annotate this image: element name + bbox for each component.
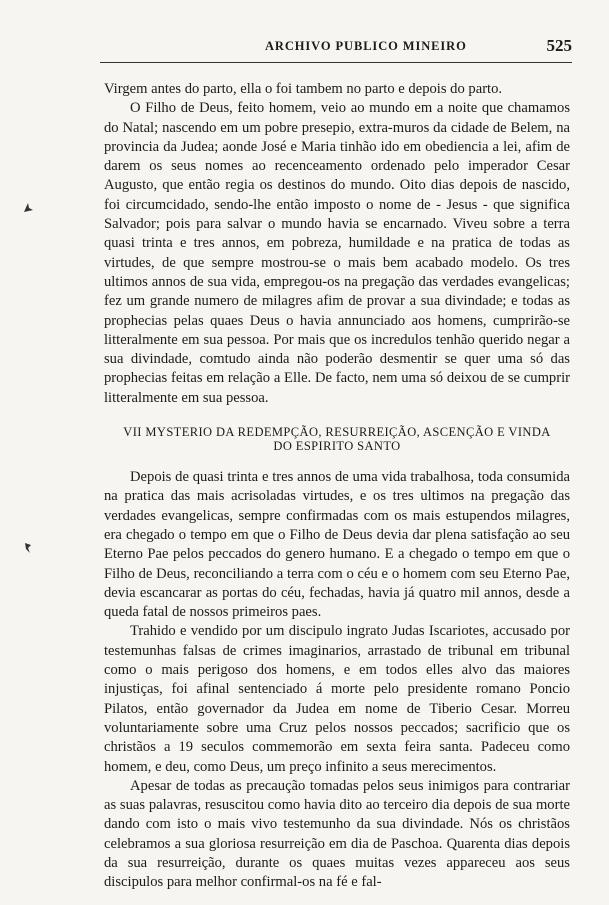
- paragraph: Trahido e vendido por um discipulo ingrato Judas Iscariotes, accusado por testemunhas falsas de crimes imaginarios, arrastado de tribunal em tribunal como o mais perigoso dos homens, e em todos elles alvo das maiores injustiças, foi afinal sentenciado á morte pelo presidente romano Poncio Pilatos, então governador da Judea em nome de Tiberio Cesar. Morreu voluntariamente sobre uma Cruz pelos nossos peccados; sacrificio que os christãos a 19 seculos commemorão em sexta feira santa. Padeceu como homem, e deu, como Deus, um preço infinito a seus merecimentos.: [104, 623, 570, 775]
- running-head: [100, 36, 572, 58]
- paragraph: O Filho de Deus, feito homem, veio ao mundo em a noite que chamamos do Natal; nascendo em um pobre presepio, extra-muros da cidade de Belem, na provincia da Judea; aonde José e Maria tinhão ido em obediencia a lei, afim de darem os seus nomes ao recenceamento ordenado pelo imperador Cesar Augusto, que então regia os destinos do mundo. Oito dias depois de nascido, foi circumcidado, sendo-lhe então imposto o nome de - Jesus - que significa Salvador; pois para salvar o mundo havia se encarnado. Viveu sobre a terra quasi trinta e tres annos, em pobreza, humildade e na pratica de todas as virtudes, de que sempre mostrou-se o mais bem acabado modelo. Os tres ultimos annos de sua vida, empregou-os na pregação das verdades evangelicas; fez um grande numero de milagres afim de provar a sua divindade; e todas as prophecias pelas quaes Deus o havia annunciado aos homens, cumprirão-se litteralmente em sua pessoa. Por mais que os incredulos tenhão querido negar a sua divindade, comtudo ainda não poderão desmentir se quer uma só das prophecias feitas em relação a Elle. De facto, nem uma só deixou de se cumprir litteralmente em sua pessoa.: [104, 100, 570, 406]
- section-heading: [114, 425, 560, 453]
- marginal-ornament-icon: [22, 542, 34, 554]
- marginal-ornament-icon: [22, 202, 34, 214]
- body-text: [104, 80, 570, 893]
- section-heading-line: DO ESPIRITO SANTO: [273, 439, 401, 454]
- paragraph: Apesar de todas as precaução tomadas pelos seus inimigos para contrariar as suas palavras, resuscitou como havia dito ao terceiro dia depois de sua morte dando com isto o mais vivo testemunho da sua divindade. Nós os christãos celebramos a sua gloriosa resurreição em dia de Paschoa. Quarenta dias depois da sua resurreição, durante os quaes muitas vezes appareceu aos seus discipulos para melhor confirmal-os na fé e fal-: [104, 777, 570, 891]
- running-title: ARCHIVO PUBLICO MINEIRO: [265, 39, 467, 53]
- header-rule: [100, 62, 572, 63]
- page-number: 525: [546, 36, 572, 55]
- section-heading-line: VII MYSTERIO DA REDEMPÇÃO, RESURREIÇÃO, ASCENÇÃO E VINDA: [123, 425, 551, 440]
- paragraph: Depois de quasi trinta e tres annos de uma vida trabalhosa, toda consumida na pratica das mais acrisoladas virtudes, e os tres ultimos na pregação das verdades evangelicas, sempre confirmadas com os mais estupendos milagres, era chegado o tempo em que o Filho de Deus devia dar plena satisfação ao seu Eterno Pae pelos peccados do genero humano. E a chegado o tempo em que o Filho de Deus, reconciliando a terra com o céu e o homem com seu Eterno Pae, devia escancarar as portas do céu, fechadas, havia já quatro mil annos, desde a queda fatal de nossos primeiros paes.: [104, 469, 570, 621]
- paragraph: Virgem antes do parto, ella o foi tambem no parto e depois do parto.: [104, 81, 503, 97]
